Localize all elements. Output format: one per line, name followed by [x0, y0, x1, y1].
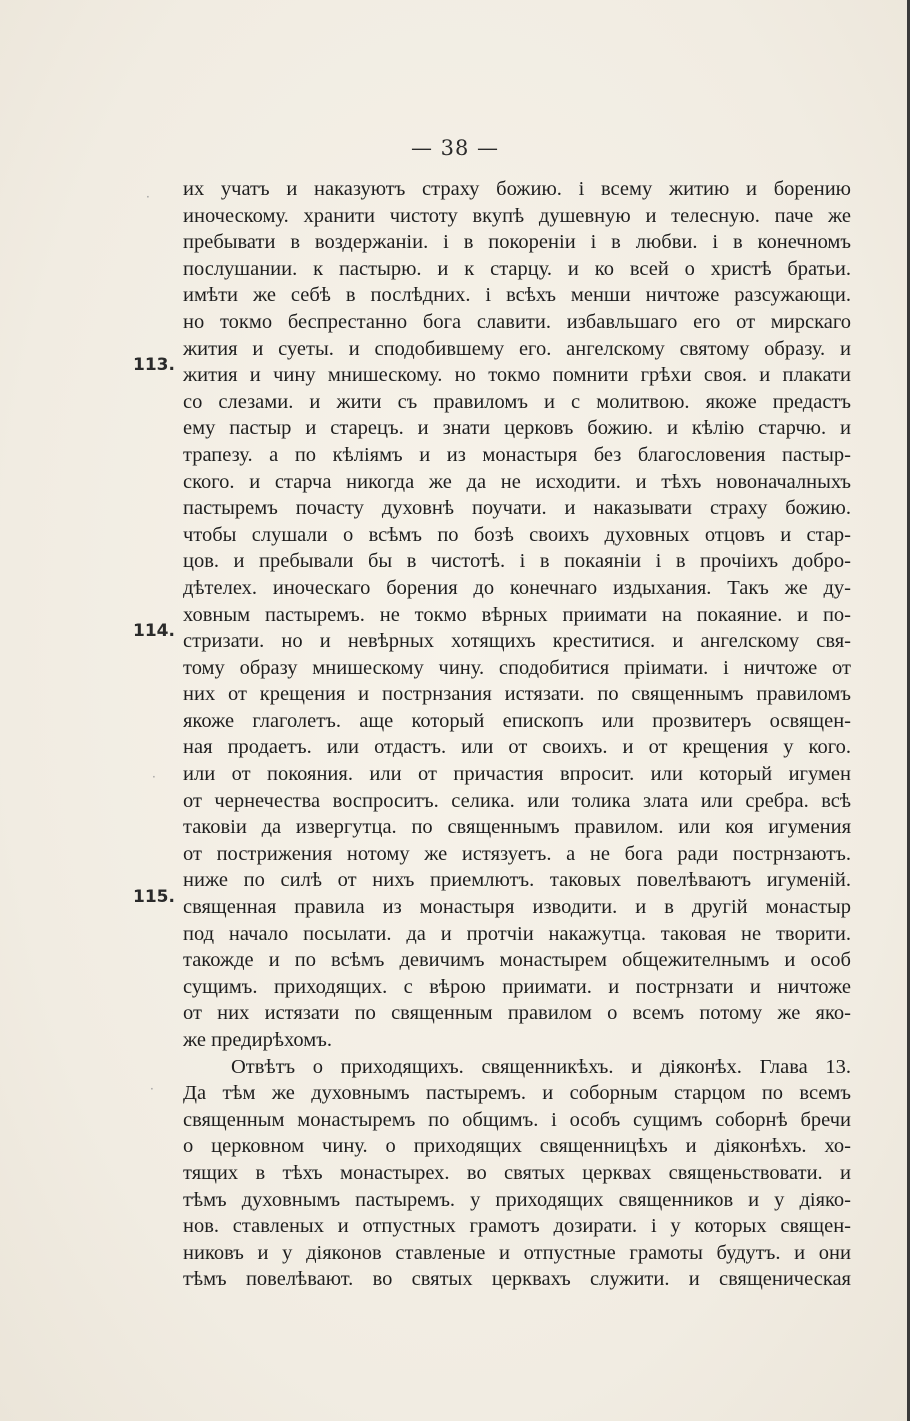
text-line: тѣмъ духовнымъ пастыремъ. у приходящих священников и у діяко-	[183, 1188, 851, 1211]
text-line: священным монастыремъ по общимъ. і особъ сущимъ соборнѣ бречи	[183, 1108, 851, 1131]
text-line: тому образу мнишескому чину. сподобитися пріимати. і ничтоже от	[183, 656, 851, 679]
text-line: тящих в тѣхъ монастырех. во святых церквах священьствовати. и	[183, 1161, 851, 1184]
text-line: от чернечества воспроситъ. селика. или толика злата или сребра. всѣ	[183, 789, 851, 812]
text-line: тѣмъ повелѣвают. во святых церквахъ служити. и священическая	[183, 1268, 851, 1291]
text-line: стризати. но и невѣрных хотящихъ креститися. и ангелскому свя-	[183, 630, 851, 653]
text-line: послушании. к пастырю. и к старцу. и ко всей о христѣ братьи.	[183, 257, 851, 280]
text-line: пребывати в воздержаніи. і в покореніи і в любви. і в конечномъ	[183, 231, 851, 254]
text-line: же предирѣхомъ.	[183, 1029, 332, 1051]
text-line: нов. ставленых и отпустных грамотъ дозирати. і у которых священ-	[183, 1215, 851, 1238]
text-line: имѣти же себѣ в послѣдних. і всѣхъ менши ничтоже разсужающи.	[183, 284, 851, 307]
margin-number-113: 113.	[133, 355, 175, 375]
text-line: от них истязати по священным правилом о всемъ потому же яко-	[183, 1002, 851, 1025]
text-line: иноческому. хранити чистоту вкупѣ душевную и телесную. паче же	[183, 204, 851, 227]
text-line: жития и чину мнишескому. но токмо помнити грѣхи своя. и плакати	[183, 364, 851, 387]
scan-speck: ·	[146, 190, 150, 204]
scan-speck: ·	[150, 1082, 154, 1096]
margin-number-115: 115.	[133, 887, 175, 907]
text-line: от пострижения нотому же истязуетъ. а не бога ради пострнзаютъ.	[183, 842, 851, 865]
page-number: — 38 —	[410, 136, 500, 160]
scan-speck: ·	[152, 770, 156, 784]
text-line: дѣтелех. иноческаго борения до конечнаго издыхания. Такъ же ду-	[183, 576, 851, 599]
chapter-heading-line: Отвѣтъ о приходящихъ. священникѣхъ. и діяконѣх. Глава 13.	[231, 1055, 851, 1078]
text-line: трапезу. а по кѣліямъ и из монастыря без благословения пастыр-	[183, 443, 851, 466]
text-line: их учатъ и наказуютъ страху божию. і всему житию и борению	[183, 178, 851, 200]
text-line: ная продаетъ. или отдастъ. или от своихъ. и от крещения у кого.	[183, 736, 851, 759]
text-line: под начало посылати. да и протчіи накажутца. таковая не творити.	[183, 922, 851, 945]
text-line: со слезами. и жити съ правиломъ и с молитвою. якоже предастъ	[183, 390, 851, 413]
text-line: ховным пастыремъ. не токмо вѣрных приимати на покаяние. и по-	[183, 603, 851, 626]
text-line: о церковном чину. о приходящих священницѣхъ и діяконѣхъ. хо-	[183, 1135, 851, 1158]
text-line: таковіи да извергутца. по священнымъ правилом. или коя игумения	[183, 816, 851, 839]
text-line: ниже по силѣ от нихъ приемлютъ. таковых повелѣваютъ игуменій.	[183, 869, 851, 892]
text-line: ему пастыр и старецъ. и знати церковъ божию. и кѣлію старчю. и	[183, 417, 851, 440]
text-line: священная правила из монастыря изводити. и в другій монастыр	[183, 896, 851, 919]
text-line: пастыремъ почасту духовнѣ поучати. и наказывати страху божию.	[183, 497, 851, 520]
text-line: никовъ и у діяконов ставленые и отпустные грамоты будутъ. и они	[183, 1241, 851, 1264]
text-line: якоже глаголетъ. аще который епископъ или прозвитеръ освящен-	[183, 709, 851, 732]
text-line: жития и суеты. и сподобившему его. ангелскому святому образу. и	[183, 337, 851, 360]
text-line: Да тѣм же духовнымъ пастыремъ. и соборным старцом по всемъ	[183, 1082, 851, 1105]
text-line: ского. и старча никогда же да не исходити. и тѣхъ новоначалныхъ	[183, 470, 851, 493]
text-line: такожде и по всѣмъ девичимъ монастырем общежителнымъ и особ	[183, 949, 851, 972]
text-line: них от крещения и пострнзания истязати. по священнымъ правиломъ	[183, 683, 851, 706]
margin-number-114: 114.	[133, 621, 175, 641]
body-text	[183, 176, 851, 1293]
text-line: чтобы слушали о всѣмъ по бозѣ своихъ духовных отцовъ и стар-	[183, 523, 851, 546]
text-line: но токмо беспрестанно бога славити. избавльшаго его от мирскаго	[183, 310, 851, 333]
text-line: или от покояния. или от причастия впросит. или который игумен	[183, 763, 851, 786]
text-line: сущимъ. приходящих. с вѣрою приимати. и пострнзати и ничтоже	[183, 975, 851, 998]
text-line: цов. и пребывали бы в чистотѣ. і в покаяніи і в прочіихъ добро-	[183, 550, 851, 573]
